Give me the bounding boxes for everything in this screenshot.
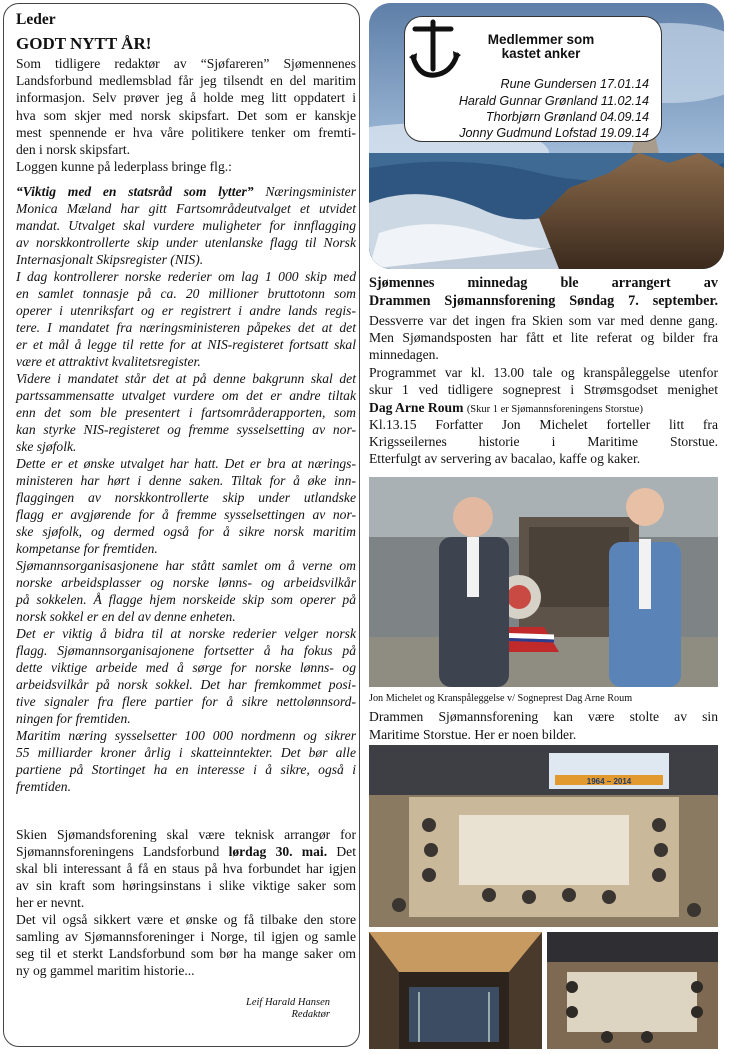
quote-line: operer i utenriksfart og er registrert i andre lands regis- <box>16 303 356 318</box>
memorial-heading <box>481 33 601 61</box>
quote-line: partssammensatte utvalget vurdere om det er andre tiltak <box>16 388 356 403</box>
quote-line: tive signaler fra flere partier for å sikre nettolønnsord- <box>16 694 356 709</box>
quote-line: flagg er avgjørende for å fremme sysselsettingen av nor- <box>16 507 356 522</box>
quote-line: mandat. Utvalget skal vurdere muligheter for innflagging <box>16 218 356 233</box>
speaker-note: (Skur 1 er Sjømannsforeningens Storstue) <box>466 404 643 415</box>
dining-tables-photo <box>547 932 718 1049</box>
memorial-panel <box>404 16 662 142</box>
hall-illustration <box>369 745 718 927</box>
quote-line: kompetanse for fremtiden. <box>16 541 158 556</box>
quote-line: ministeren har hørt i denne saken. Tiltak for å øke inn- <box>16 473 356 488</box>
intro-line: Som tidligere redaktør av “Sjøfareren” Sjømennenes <box>16 56 356 71</box>
lighthouse-photo <box>369 3 724 269</box>
quote-title: “Viktig med en statsråd som lytter” <box>16 184 254 199</box>
skien-line-2 <box>16 844 356 861</box>
quote-line: av norskkontrollerte skip under utenlanske flagg til Norsk <box>16 235 356 250</box>
quote-line: ske sjøfolk, og dermed også for å sikre norsk maritim <box>16 524 356 539</box>
article-line: skur 1 ved tidligere sogneprest i Strømsgodset menighet <box>369 381 718 397</box>
article-headline-2: Drammen Sjømannsforening Søndag 7. september. <box>369 293 718 309</box>
quote-line: Sjømannsorganisasjonene har stått samlet om å verne om <box>16 558 356 573</box>
quote-line: partiene på Stortinget ha en interesse i å sikre, også i <box>16 762 356 777</box>
intro-line: informasjon. Selv prøver jeg å holde meg litt oppdatert i <box>16 90 356 106</box>
quote-line: flaggingen av norskkontrollerte skip under utlandske <box>16 490 356 505</box>
dining-tables-illustration <box>547 932 718 1049</box>
quote-line: fremtiden. <box>16 779 71 794</box>
skien-line-2-post: Det <box>336 844 356 859</box>
article-headline-1: Sjømennes minnedag ble arrangert av <box>369 275 718 291</box>
wreath-ceremony-illustration <box>369 477 718 687</box>
article-line: Etterfulgt av servering av bacalao, kaffe og kaker. <box>369 451 641 467</box>
quote-first-line <box>16 184 356 201</box>
quote-line: Maritim næring sysselsetter 100 000 nordmenn og sikrer <box>16 728 356 743</box>
editorial-title: GODT NYTT ÅR! <box>16 34 152 53</box>
signature-role: Redaktør <box>291 1009 330 1020</box>
quote-line: Det er viktig å bidra til at norske rederier velger norsk <box>16 626 356 641</box>
skien-line-1: Skien Sjømandsforening skal være teknisk arrangør for <box>16 827 356 842</box>
signature-name: Leif Harald Hansen <box>246 997 330 1008</box>
wreath-ceremony-photo <box>369 477 718 687</box>
quote-line: norsk sokkel er en del av denne enheten. <box>16 609 236 624</box>
skien-line: samling av Sjømannsforeninger i Norge, til igjen og samle <box>16 929 356 944</box>
quote-line: dette viktige arbeide med å sørge for norske lønns- og <box>16 660 356 675</box>
memorial-name: Harald Gunnar Grønland 11.02.14 <box>458 94 649 108</box>
article-line: Kl.13.15 Forfatter Jon Michelet forteller litt fra <box>369 417 718 432</box>
memorial-name: Thorbjørn Grønland 04.09.14 <box>485 110 649 124</box>
skien-line-2-pre: Sjømannsforeningens Landsforbund <box>16 844 220 859</box>
quote-line: Monica Mæland har gitt Fartsområdeutvalget et utvidet <box>16 201 356 216</box>
skien-line: her er nevnt. <box>16 895 85 910</box>
closing-line: Maritime Storstue. Her er noen bilder. <box>369 726 577 742</box>
quote-line: kan styrke NIS-registeret og fremme sysselsetting av nor- <box>16 422 356 437</box>
quote-line: Videre i mandatet står det at på denne bakgrunn skal det <box>16 371 356 386</box>
hall-screen-years: 1964 – 2014 <box>586 777 632 786</box>
anchor-icon <box>405 17 467 83</box>
intro-line: Loggen kunne på lederplass bringe flg.: <box>16 159 232 175</box>
skien-line: av sin kraft som høringsinstans i slike viktige saker som <box>16 878 356 893</box>
photo-caption: Jon Michelet og Kranspåleggelse v/ Sogneprest Dag Arne Roum <box>369 693 633 704</box>
section-label: Leder <box>16 11 56 28</box>
intro-line: hva som skjer med norsk skipsfart. Det som er kanskje <box>16 107 356 123</box>
quote-line: norske arbeidsplasser og norske lønns- og arbeidsvilkår <box>16 575 356 590</box>
memorial-heading-line-2: kastet anker <box>501 46 581 61</box>
intro-line: mest spennende er hva våre politikere tenker om fremti- <box>16 124 356 140</box>
quote-line: er et mål å legge til rette for at NIS-registeret fortsatt skal <box>16 337 356 352</box>
quote-line: 55 milliarder kroner årlig i skatteinntekter. Det bør alle <box>16 745 356 760</box>
memorial-name: Jonny Gudmund Lofstad 19.09.14 <box>459 126 649 140</box>
quote-first-line-rest: Næringsminister <box>265 184 356 199</box>
quote-line: enn det som ble presentert i fartsområderapporten, som <box>16 405 356 420</box>
stairwell-photo <box>369 932 542 1049</box>
article-line: Men Sjømandsposten har fått et lite referat og bilder fra <box>369 330 718 346</box>
quote-line: I dag kontrollerer norske rederier om lag 1 000 skip med <box>16 269 356 284</box>
hall-photo <box>369 745 718 927</box>
skien-line: ny og gammel maritim historie... <box>16 963 195 978</box>
skien-date: lørdag 30. mai. <box>228 844 328 859</box>
quote-line: en samlet tonnasje på ca. 20 millioner bruttotonn som <box>16 286 356 301</box>
memorial-heading-line-1: Medlemmer som <box>487 32 595 47</box>
stairwell-illustration <box>369 932 542 1049</box>
quote-line: på sokkelen. Å flagge hjem norskeide skip som operer på <box>16 592 356 607</box>
intro-line: den i norsk skipsfart. <box>16 142 131 157</box>
quote-line: flagg. Sjømannsorganisajonene fortsetter å ha fokus på <box>16 643 356 658</box>
speaker-name: Dag Arne Roum <box>369 400 464 415</box>
quote-line: arbeidsvilkår på norsk sokkel. Det har fremkommet posi- <box>16 677 356 692</box>
quote-line: Internasjonalt Skipsregister (NIS). <box>16 252 204 267</box>
quote-line: ske sjøfolk. <box>16 439 77 454</box>
article-line: Krigsseilernes historie i Maritime Storstue. <box>369 434 718 450</box>
intro-line: Landsforbund medlemsblad får jeg tilsendt en del maritim <box>16 73 356 89</box>
skien-line: skal bli interessant å få en staus på hva forbundet har igjen <box>16 861 356 876</box>
memorial-name: Rune Gundersen 17.01.14 <box>500 77 649 91</box>
speaker-line <box>369 400 718 419</box>
article-line: Programmet var kl. 13.00 tale og kranspåleggelse utenfor <box>369 364 718 380</box>
skien-line: Det vil også sikkert være et ønske og få tilbake den store <box>16 912 356 927</box>
article-line: minnedagen. <box>369 347 439 363</box>
skien-line: seg til et sterkt Landsforbund som bør ha mange saker om <box>16 946 356 961</box>
quote-line: tere. I mandatet fra næringsministeren påpekes det at det <box>16 320 356 335</box>
article-line: Dessverre var det ingen fra Skien som var med denne gang. <box>369 313 718 328</box>
closing-line: Drammen Sjømannsforening kan være stolte av sin <box>369 709 718 724</box>
quote-line: Dette er et ønske utvalget har hatt. Det er bra at nærings- <box>16 456 356 471</box>
quote-line: ningen for fremtiden. <box>16 711 131 726</box>
quote-line: være et attraktivt kvalitetsregister. <box>16 354 201 369</box>
